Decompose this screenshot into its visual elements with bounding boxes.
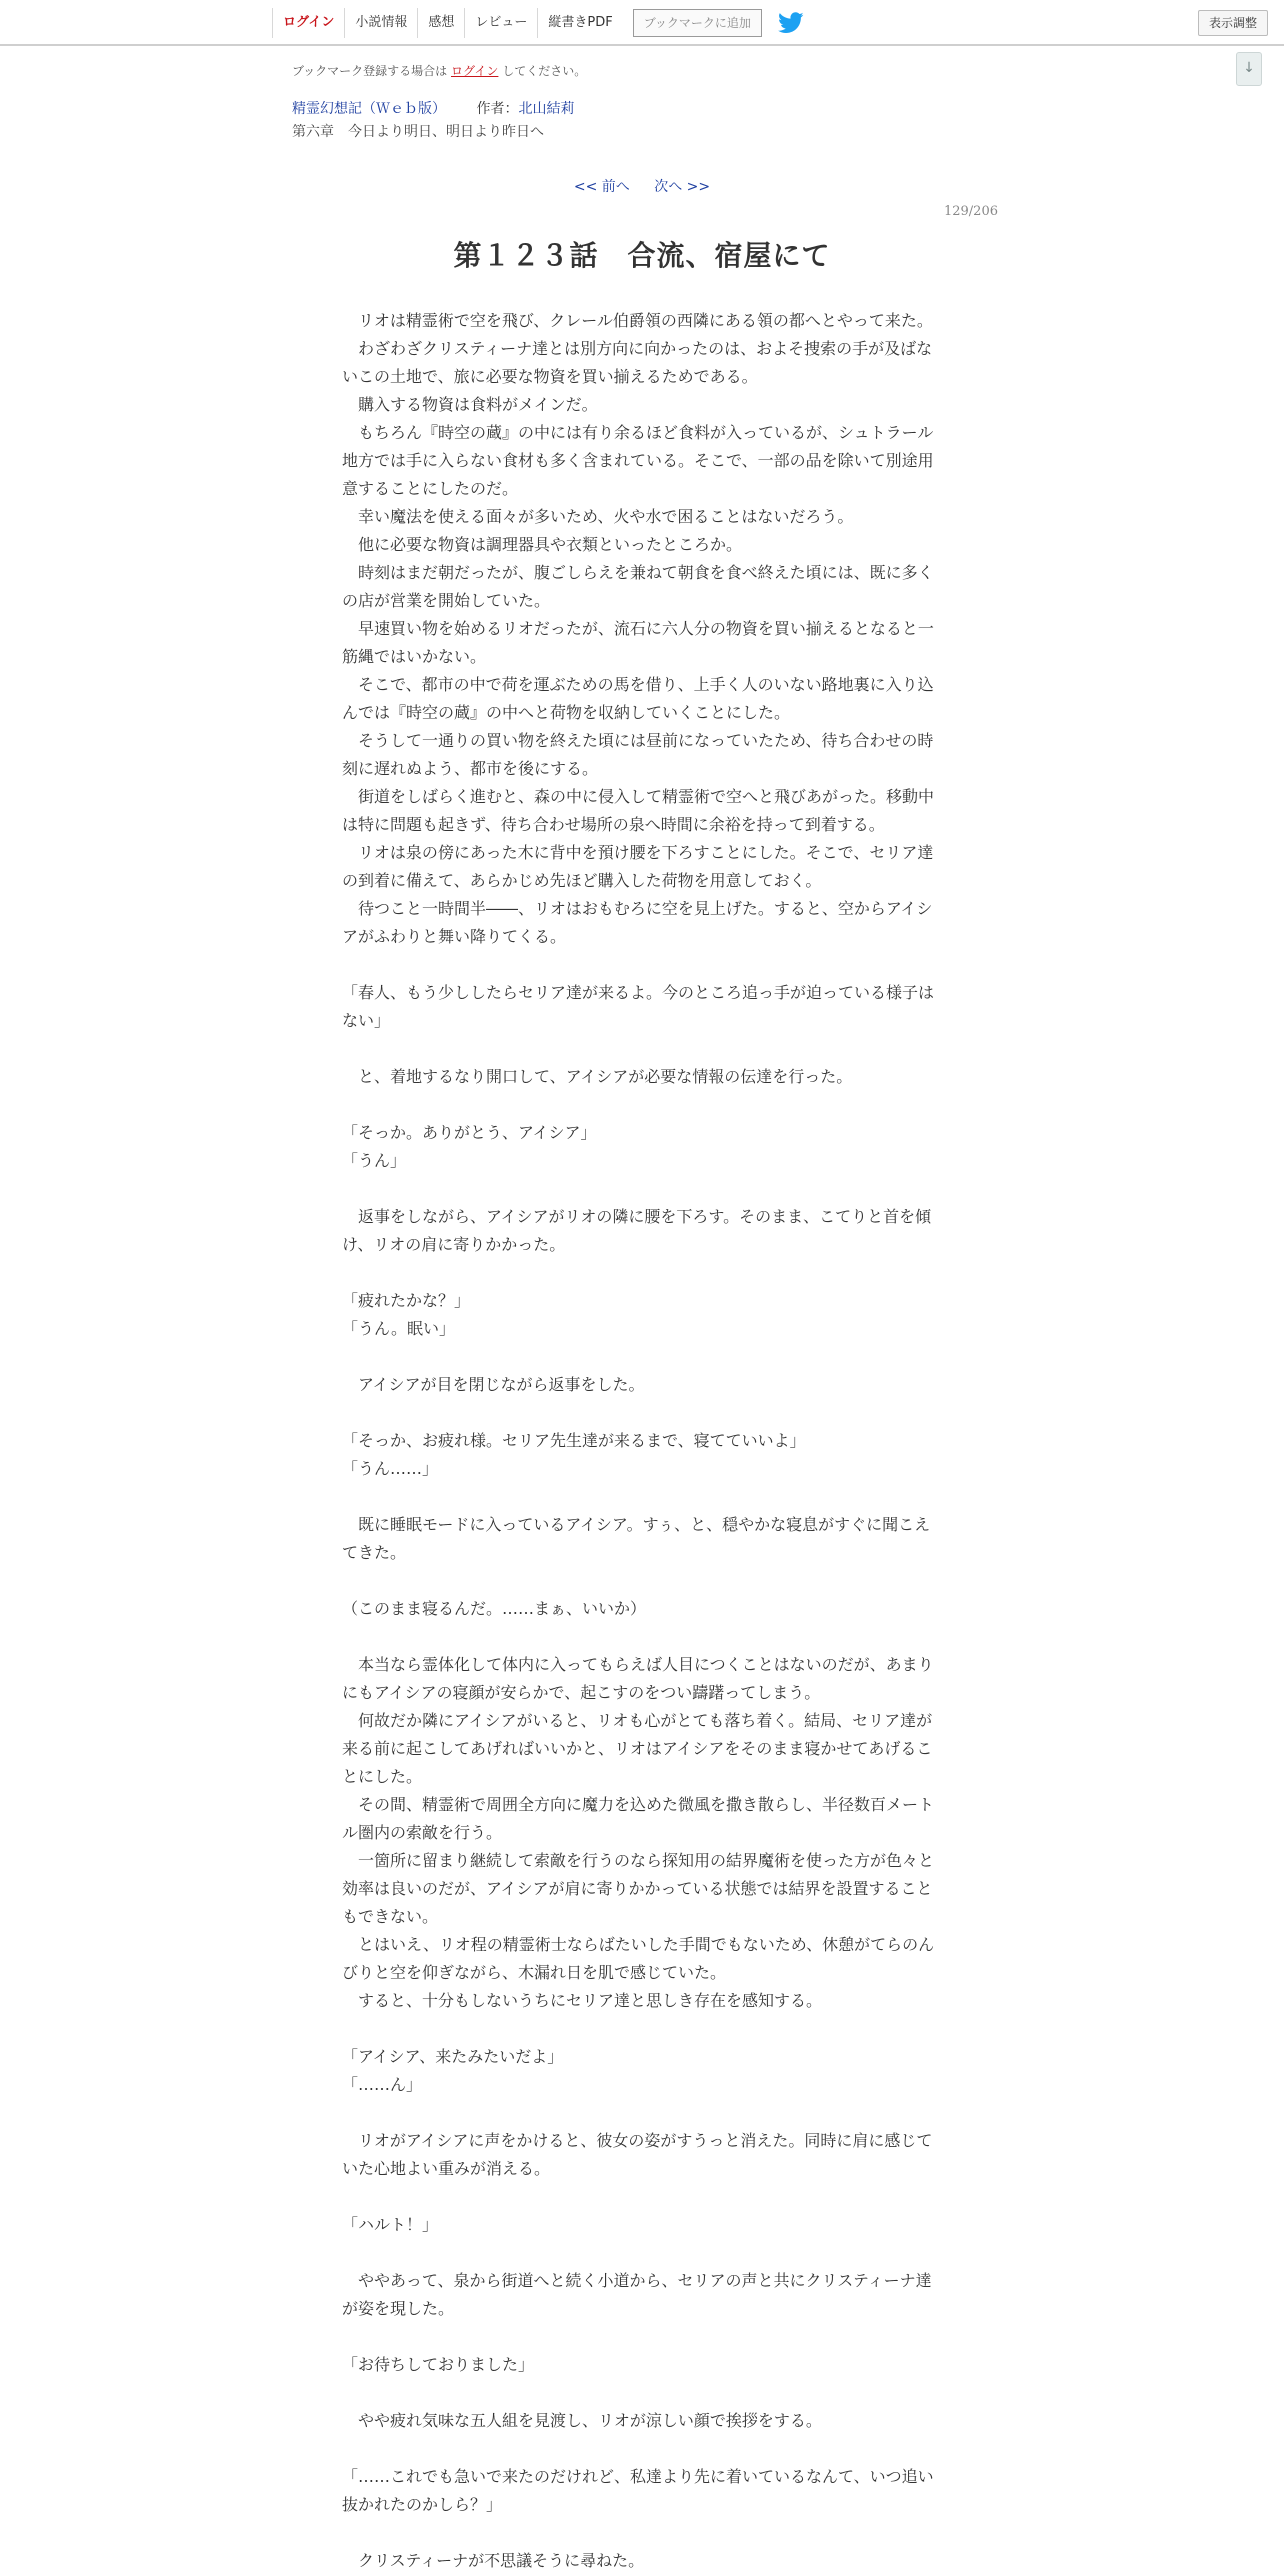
blank-line <box>342 2435 936 2463</box>
body-paragraph: 何故だか隣にアイシアがいると、リオも心がとても落ち着く。結局、セリア達が来る前に起こしてあげればいいかと、リオはアイシアをそのまま寝かせてあげることにした。 <box>342 1711 933 1786</box>
body-paragraph: （このまま寝るんだ。……まぁ、いいか） <box>342 1599 647 1618</box>
body-paragraph: 既に睡眠モードに入っているアイシア。すぅ、と、穏やかな寝息がすぐに聞こえてきた。 <box>342 1515 931 1562</box>
body-paragraph: 購入する物資は食料がメインだ。 <box>342 395 598 414</box>
blank-line <box>342 1259 936 1287</box>
body-paragraph: 返事をしながら、アイシアがリオの隣に腰を下ろす。そのまま、こてりと首を傾け、リオの肩に寄りかかった。 <box>342 1207 932 1254</box>
body-paragraph: 幸い魔法を使える面々が多いため、火や水で困ることはないだろう。 <box>342 507 854 526</box>
episode-pager <box>0 176 1284 196</box>
body-paragraph: すると、十分もしないうちにセリア達と思しき存在を感知する。 <box>342 1991 823 2010</box>
notice-suffix: してください。 <box>502 64 587 78</box>
body-paragraph: 待つこと一時間半――、リオはおもむろに空を見上げた。すると、空からアイシアがふわりと舞い降りてくる。 <box>342 899 933 946</box>
blank-line <box>342 1175 936 1203</box>
nav-login-link[interactable]: ログイン <box>272 8 344 38</box>
body-paragraph: 「お待ちしておりました」 <box>342 2355 535 2374</box>
blank-line <box>342 1567 936 1595</box>
chapter-title: 第六章 今日より明日、明日より昨日へ <box>292 124 544 140</box>
bookmark-login-notice <box>292 62 586 79</box>
body-paragraph: 「そっか。ありがとう、アイシア」 <box>342 1123 597 1142</box>
blank-line <box>342 1483 936 1511</box>
blank-line <box>342 2239 936 2267</box>
body-paragraph: 「……ん」 <box>342 2075 423 2094</box>
body-paragraph: ややあって、泉から街道へと続く小道から、セリアの声と共にクリスティーナ達が姿を現した。 <box>342 2271 932 2318</box>
novel-body-text <box>342 307 936 2575</box>
display-settings-button[interactable]: 表示調整 <box>1198 10 1268 36</box>
novel-title-link[interactable]: 精霊幻想記（Ｗｅｂ版） <box>292 101 446 117</box>
prev-episode-link[interactable]: << 前へ <box>573 179 630 195</box>
blank-line <box>342 1091 936 1119</box>
main-nav <box>272 8 804 38</box>
body-paragraph: 「アイシア、来たみたいだよ」 <box>342 2047 564 2066</box>
author-name-link[interactable]: 北山結莉 <box>518 101 575 117</box>
add-bookmark-button[interactable]: ブックマークに追加 <box>633 9 762 37</box>
nav-review-link[interactable]: レビュー <box>464 8 537 38</box>
blank-line <box>342 1035 936 1063</box>
blank-line <box>342 2323 936 2351</box>
page-number: 129/206 <box>943 204 998 219</box>
blank-line <box>342 2099 936 2127</box>
body-paragraph: 「うん。眠い」 <box>342 1319 455 1338</box>
body-paragraph: 街道をしばらく進むと、森の中に侵入して精霊術で空へと飛びあがった。移動中は特に問題も起きず、待ち合わせ場所の泉へ時間に余裕を持って到着する。 <box>342 787 935 834</box>
blank-line <box>342 951 936 979</box>
body-paragraph: そこで、都市の中で荷を運ぶための馬を借り、上手く人のいない路地裏に入り込んでは『時空の蔵』の中へと荷物を収納していくことにした。 <box>342 675 934 722</box>
body-paragraph: クリスティーナが不思議そうに尋ねた。 <box>342 2551 645 2570</box>
body-paragraph: やや疲れ気味な五人組を見渡し、リオが涼しい顔で挨拶をする。 <box>342 2411 822 2430</box>
scroll-down-button[interactable]: ↓ <box>1236 52 1262 86</box>
blank-line <box>342 1623 936 1651</box>
body-paragraph: リオは精霊術で空を飛び、クレール伯爵領の西隣にある領の都へとやって来た。 <box>342 311 933 330</box>
blank-line <box>342 2183 936 2211</box>
body-paragraph: 本当なら霊体化して体内に入ってもらえば人目につくことはないのだが、あまりにもアイシアの寝顔が安らかで、起こすのをつい躊躇ってしまう。 <box>342 1655 934 1702</box>
body-paragraph: 早速買い物を始めるリオだったが、流石に六人分の物資を買い揃えるとなると一筋縄ではいかない。 <box>342 619 934 666</box>
next-episode-link[interactable]: 次へ >> <box>654 179 711 195</box>
blank-line <box>342 1343 936 1371</box>
body-paragraph: 「うん」 <box>342 1151 407 1170</box>
top-header <box>0 0 1284 46</box>
notice-prefix: ブックマーク登録する場合は <box>292 64 448 78</box>
body-paragraph: と、着地するなり開口して、アイシアが必要な情報の伝達を行った。 <box>342 1067 853 1086</box>
body-paragraph: 「うん……」 <box>342 1459 439 1478</box>
nav-impressions-link[interactable]: 感想 <box>417 8 464 38</box>
body-paragraph: その間、精霊術で周囲全方向に魔力を込めた微風を撒き散らし、半径数百メートル圏内の索敵を行う。 <box>342 1795 935 1842</box>
blank-line <box>342 2015 936 2043</box>
body-paragraph: 他に必要な物資は調理器具や衣類といったところか。 <box>342 535 743 554</box>
body-paragraph: 「ハルト！」 <box>342 2215 439 2234</box>
author-label: 作者： <box>476 101 519 117</box>
nav-vertical-pdf-link[interactable]: 縦書きPDF <box>537 8 622 38</box>
body-paragraph: そうして一通りの買い物を終えた頃には昼前になっていたため、待ち合わせの時刻に遅れぬよう、都市を後にする。 <box>342 731 934 778</box>
body-paragraph: 一箇所に留まり継続して索敵を行うのなら探知用の結界魔術を使った方が色々と効率は良いのだが、アイシアが肩に寄りかかっている状態では結界を設置することもできない。 <box>342 1851 935 1926</box>
body-paragraph: わざわざクリスティーナ達とは別方向に向かったのは、およそ捜索の手が及ばないこの土地で、旅に必要な物資を買い揃えるためである。 <box>342 339 933 386</box>
blank-line <box>342 1399 936 1427</box>
body-paragraph: 「そっか、お疲れ様。セリア先生達が来るまで、寝てていいよ」 <box>342 1431 806 1450</box>
twitter-bird-icon[interactable] <box>778 12 804 34</box>
blank-line <box>342 2519 936 2547</box>
body-paragraph: もちろん『時空の蔵』の中には有り余るほど食料が入っているが、シュトラール地方では手に入らない食材も多く含まれている。そこで、一部の品を除いて別途用意することにしたのだ。 <box>342 423 934 498</box>
notice-login-link[interactable]: ログイン <box>451 64 499 78</box>
body-paragraph: リオは泉の傍にあった木に背中を預け腰を下ろすことにした。そこで、セリア達の到着に備えて、あらかじめ先ほど購入した荷物を用意しておく。 <box>342 843 934 890</box>
body-paragraph: 「……これでも急いで来たのだけれど、私達より先に着いているなんて、いつ追い抜かれたのかしら？」 <box>342 2467 934 2514</box>
blank-line <box>342 2379 936 2407</box>
body-paragraph: 「春人、もう少ししたらセリア達が来るよ。今のところ追っ手が迫っている様子はない」 <box>342 983 935 1030</box>
nav-novel-info-link[interactable]: 小説情報 <box>344 8 417 38</box>
novel-info-line <box>292 98 574 118</box>
body-paragraph: アイシアが目を閉じながら返事をした。 <box>342 1375 645 1394</box>
body-paragraph: とはいえ、リオ程の精霊術士ならばたいした手間でもないため、休憩がてらのんびりと空を仰ぎながら、木漏れ日を肌で感じていた。 <box>342 1935 935 1982</box>
body-paragraph: 時刻はまだ朝だったが、腹ごしらえを兼ねて朝食を食べ終えた頃には、既に多くの店が営業を開始していた。 <box>342 563 934 610</box>
body-paragraph: リオがアイシアに声をかけると、彼女の姿がすうっと消えた。同時に肩に感じていた心地よい重みが消える。 <box>342 2131 933 2178</box>
body-paragraph: 「疲れたかな？」 <box>342 1291 471 1310</box>
episode-title: 第１２３話 合流、宿屋にて <box>453 239 831 272</box>
